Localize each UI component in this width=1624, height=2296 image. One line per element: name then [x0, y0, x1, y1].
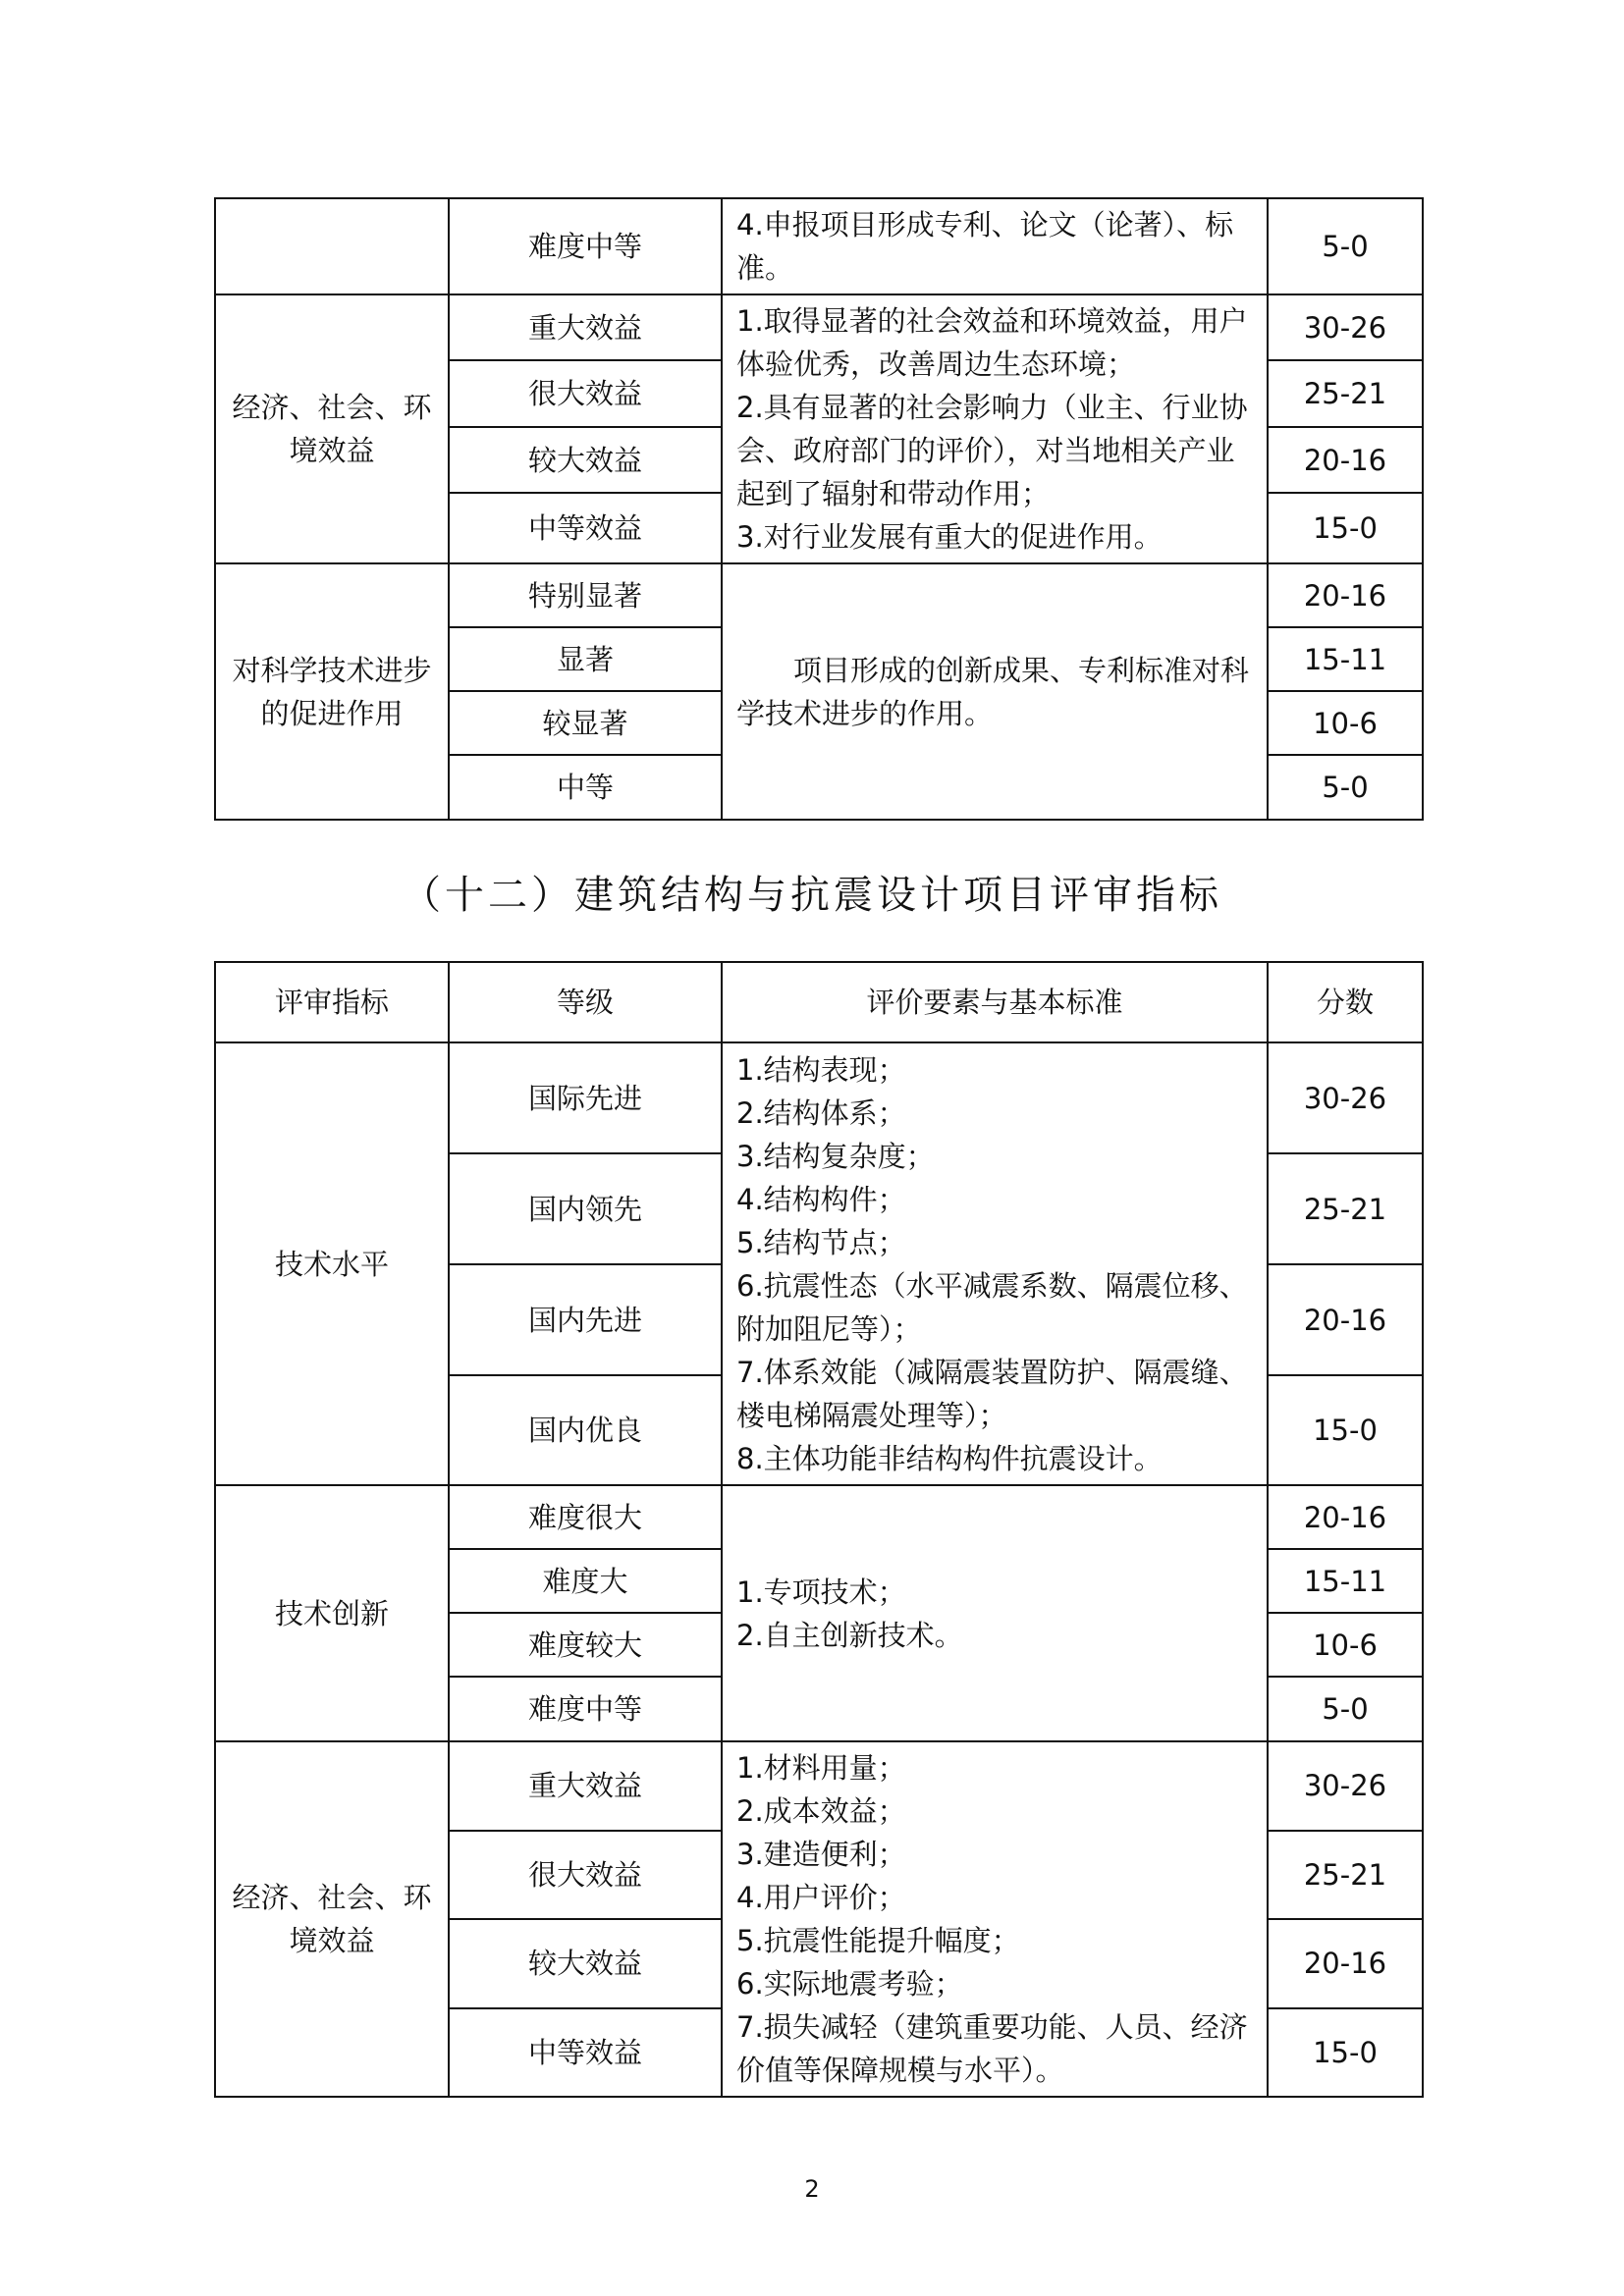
score-cell: 15-0 [1268, 1375, 1423, 1485]
level-cell: 难度中等 [449, 198, 722, 294]
criteria-line: 8.主体功能非结构构件抗震设计。 [736, 1441, 1163, 1475]
criteria-line: 4.结构构件； [736, 1182, 906, 1216]
category-cell [215, 198, 449, 294]
continued-criteria-table [214, 197, 1424, 821]
category-cell: 技术水平 [215, 1042, 449, 1485]
level-cell: 较显著 [449, 691, 722, 755]
criteria-cell [722, 1042, 1268, 1485]
criteria-line: 5.结构节点； [736, 1225, 906, 1259]
table-row [215, 1485, 1423, 1549]
table-row [215, 294, 1423, 360]
table-row [215, 1042, 1423, 1153]
criteria-cell [722, 294, 1268, 563]
level-cell: 难度大 [449, 1549, 722, 1613]
criteria-line: 2.自主创新技术。 [736, 1618, 963, 1652]
level-cell: 中等效益 [449, 493, 722, 563]
level-cell: 国际先进 [449, 1042, 722, 1153]
level-cell: 较大效益 [449, 427, 722, 493]
header-cell: 分数 [1268, 962, 1423, 1042]
section-title: （十二）建筑结构与抗震设计项目评审指标 [402, 873, 1222, 918]
criteria-line: 1.取得显著的社会效益和环境效益，用户体验优秀，改善周边生态环境； [736, 304, 1248, 381]
criteria-line: 6.实际地震考验； [736, 1967, 963, 2001]
criteria-cell [722, 1741, 1268, 2097]
category-cell: 技术创新 [215, 1485, 449, 1741]
score-cell: 20-16 [1268, 563, 1423, 627]
level-cell: 中等 [449, 755, 722, 820]
score-cell: 25-21 [1268, 360, 1423, 426]
score-cell: 20-16 [1268, 1919, 1423, 2008]
score-cell: 20-16 [1268, 1485, 1423, 1549]
criteria-table [214, 961, 1424, 2098]
score-cell: 15-11 [1268, 627, 1423, 691]
criteria-line: 3.结构复杂度； [736, 1139, 935, 1173]
score-cell: 25-21 [1268, 1153, 1423, 1264]
score-cell: 5-0 [1268, 755, 1423, 820]
score-cell: 5-0 [1268, 1677, 1423, 1741]
criteria-line: 6.抗震性态（水平减震系数、隔震位移、附加阻尼等）； [736, 1268, 1248, 1346]
level-cell: 国内优良 [449, 1375, 722, 1485]
level-cell: 难度中等 [449, 1677, 722, 1741]
level-cell: 中等效益 [449, 2008, 722, 2098]
level-cell: 难度较大 [449, 1613, 722, 1677]
category-cell: 经济、社会、环境效益 [215, 294, 449, 563]
score-cell: 25-21 [1268, 1831, 1423, 1920]
criteria-line: 7.损失减轻（建筑重要功能、人员、经济价值等保障规模与水平）。 [736, 2010, 1248, 2087]
criteria-cell [722, 1485, 1268, 1741]
score-cell: 15-0 [1268, 2008, 1423, 2098]
score-cell: 15-11 [1268, 1549, 1423, 1613]
score-cell: 30-26 [1268, 1741, 1423, 1831]
category-cell: 经济、社会、环境效益 [215, 1741, 449, 2097]
criteria-line: 2.具有显著的社会影响力（业主、行业协会、政府部门的评价），对当地相关产业起到了辐射和带动作用； [736, 391, 1248, 510]
header-cell: 等级 [449, 962, 722, 1042]
header-cell: 评价要素与基本标准 [722, 962, 1268, 1042]
table-row [215, 198, 1423, 294]
criteria-line: 4.用户评价； [736, 1881, 906, 1914]
criteria-line: 1.材料用量； [736, 1751, 906, 1785]
level-cell: 很大效益 [449, 1831, 722, 1920]
level-cell: 国内先进 [449, 1264, 722, 1375]
level-cell: 国内领先 [449, 1153, 722, 1264]
criteria-cell [722, 198, 1268, 294]
score-cell: 10-6 [1268, 691, 1423, 755]
criteria-cell: 项目形成的创新成果、专利标准对科学技术进步的作用。 [722, 563, 1268, 820]
level-cell: 重大效益 [449, 1741, 722, 1831]
criteria-line: 5.抗震性能提升幅度； [736, 1924, 1020, 1957]
score-cell: 30-26 [1268, 294, 1423, 360]
level-cell: 难度很大 [449, 1485, 722, 1549]
criteria-line: 1.结构表现； [736, 1052, 906, 1087]
criteria-line: 3.对行业发展有重大的促进作用。 [736, 520, 1163, 554]
header-cell: 评审指标 [215, 962, 449, 1042]
level-cell: 特别显著 [449, 563, 722, 627]
score-cell: 30-26 [1268, 1042, 1423, 1153]
criteria-line: 2.成本效益； [736, 1794, 906, 1828]
level-cell: 重大效益 [449, 294, 722, 360]
score-cell: 20-16 [1268, 427, 1423, 493]
table-row [215, 1741, 1423, 1831]
criteria-line: 1.专项技术； [736, 1575, 906, 1609]
criteria-line: 7.体系效能（减隔震装置防护、隔震缝、楼电梯隔震处理等）； [736, 1355, 1248, 1432]
level-cell: 较大效益 [449, 1919, 722, 2008]
criteria-line: 4.申报项目形成专利、论文（论著）、标准。 [736, 208, 1234, 285]
table-row [215, 563, 1423, 627]
criteria-line: 2.结构体系； [736, 1095, 906, 1130]
header-row [215, 962, 1423, 1042]
criteria-line: 3.建造便利； [736, 1838, 906, 1871]
score-cell: 10-6 [1268, 1613, 1423, 1677]
category-cell: 对科学技术进步的促进作用 [215, 563, 449, 820]
level-cell: 很大效益 [449, 360, 722, 426]
level-cell: 显著 [449, 627, 722, 691]
score-cell: 5-0 [1268, 198, 1423, 294]
score-cell: 20-16 [1268, 1264, 1423, 1375]
score-cell: 15-0 [1268, 493, 1423, 563]
page-number: 2 [804, 2175, 820, 2203]
